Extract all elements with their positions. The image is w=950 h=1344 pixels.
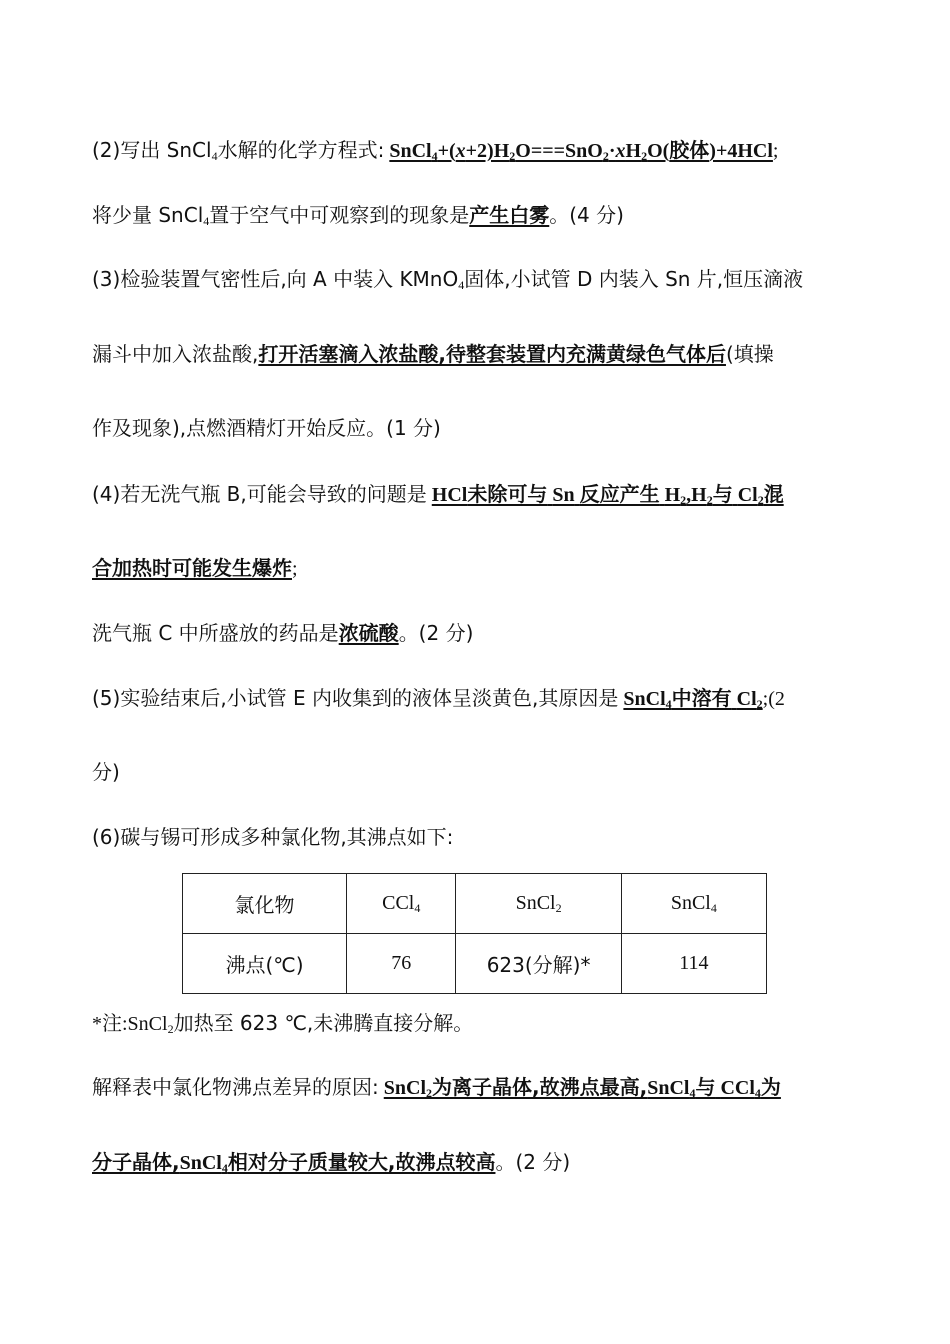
- table-row-label: 沸点(℃): [183, 934, 347, 994]
- q6-explain-line-2: 分子晶体,SnCl$_4$相对分子质量较大,故沸点较高。(2 分): [92, 1150, 571, 1175]
- table-header-cell: 氯化物: [183, 874, 347, 934]
- q2-line-2: 将少量 SnCl$_4$置于空气中可观察到的现象是产生白雾。(4 分): [92, 203, 624, 228]
- table-cell: 114: [621, 934, 766, 994]
- q4-reagent-answer: 浓硫酸: [338, 621, 399, 645]
- table-row: [183, 934, 767, 994]
- q6-explain-line-1: 解释表中氯化物沸点差异的原因: SnCl$_2$为离子晶体,故沸点最高,SnCl$_4$与 CCl$_4$为: [92, 1075, 781, 1100]
- table-cell: 623(分解)*: [456, 934, 621, 994]
- q5-reason-answer: SnCl$_4$中溶有 $Cl_2$: [623, 686, 763, 711]
- q4-line-3: 洗气瓶 C 中所盛放的药品是浓硫酸。(2 分): [92, 621, 474, 645]
- boiling-point-table: [182, 873, 767, 994]
- q2-lead: (2)写出 SnCl: [92, 138, 212, 162]
- table-header-cell: SnCl$_4$: [621, 874, 766, 934]
- q4-line-1: (4)若无洗气瓶 B,可能会导致的问题是 HCl未除可与 Sn 反应产生 $H_2,H_2$与 $Cl_2$混: [92, 482, 784, 507]
- q4-problem-answer-cont: 合加热时可能发生爆炸: [92, 556, 292, 580]
- q4-line-2: 合加热时可能发生爆炸;: [92, 556, 298, 580]
- q5-line-1: (5)实验结束后,小试管 E 内收集到的液体呈淡黄色,其原因是 SnCl$_4$中溶有 $Cl_2;(2$: [92, 686, 785, 711]
- q4-problem-answer: HCl未除可与 Sn 反应产生 $H_2,H_2$与 $Cl_2$混: [431, 482, 784, 507]
- table-cell: 76: [347, 934, 456, 994]
- q5-line-2: 分): [92, 760, 120, 784]
- q6-intro: (6)碳与锡可形成多种氯化物,其沸点如下:: [92, 825, 454, 849]
- q6-explain-answer-cont: 分子晶体,SnCl$_4$相对分子质量较大,故沸点较高: [92, 1150, 496, 1175]
- q2-equation-answer: $SnCl_4+(x+2)H_2O===SnO_2\cdot xH_2O$(胶体)+4HCl: [389, 138, 773, 163]
- q2-line-1: (2)写出 SnCl$_4$水解的化学方程式: $SnCl_4+(x+2)H_2O===SnO_2\cdot xH_2O$(胶体)+4HCl;: [92, 138, 779, 163]
- table-header-cell: CCl$_4$: [347, 874, 456, 934]
- table-header-cell: SnCl$_2$: [456, 874, 621, 934]
- q6-note: *注:SnCl$_2$加热至 623 ℃,未沸腾直接分解。: [92, 1011, 474, 1036]
- table-row: [183, 874, 767, 934]
- q3-line-1: (3)检验装置气密性后,向 A 中装入 KMnO$_4$固体,小试管 D 内装入 Sn 片,恒压滴液: [92, 267, 804, 292]
- q3-operation-answer: 打开活塞滴入浓盐酸,待整套装置内充满黄绿色气体后: [258, 342, 726, 366]
- q2-phenomenon-answer: 产生白雾: [469, 203, 550, 227]
- q3-line-3: 作及现象),点燃酒精灯开始反应。(1 分): [92, 416, 441, 440]
- q3-line-2: 漏斗中加入浓盐酸,打开活塞滴入浓盐酸,待整套装置内充满黄绿色气体后(填操: [92, 342, 774, 366]
- q6-explain-answer: SnCl$_2$为离子晶体,故沸点最高,SnCl$_4$与 CCl$_4$为: [383, 1075, 781, 1100]
